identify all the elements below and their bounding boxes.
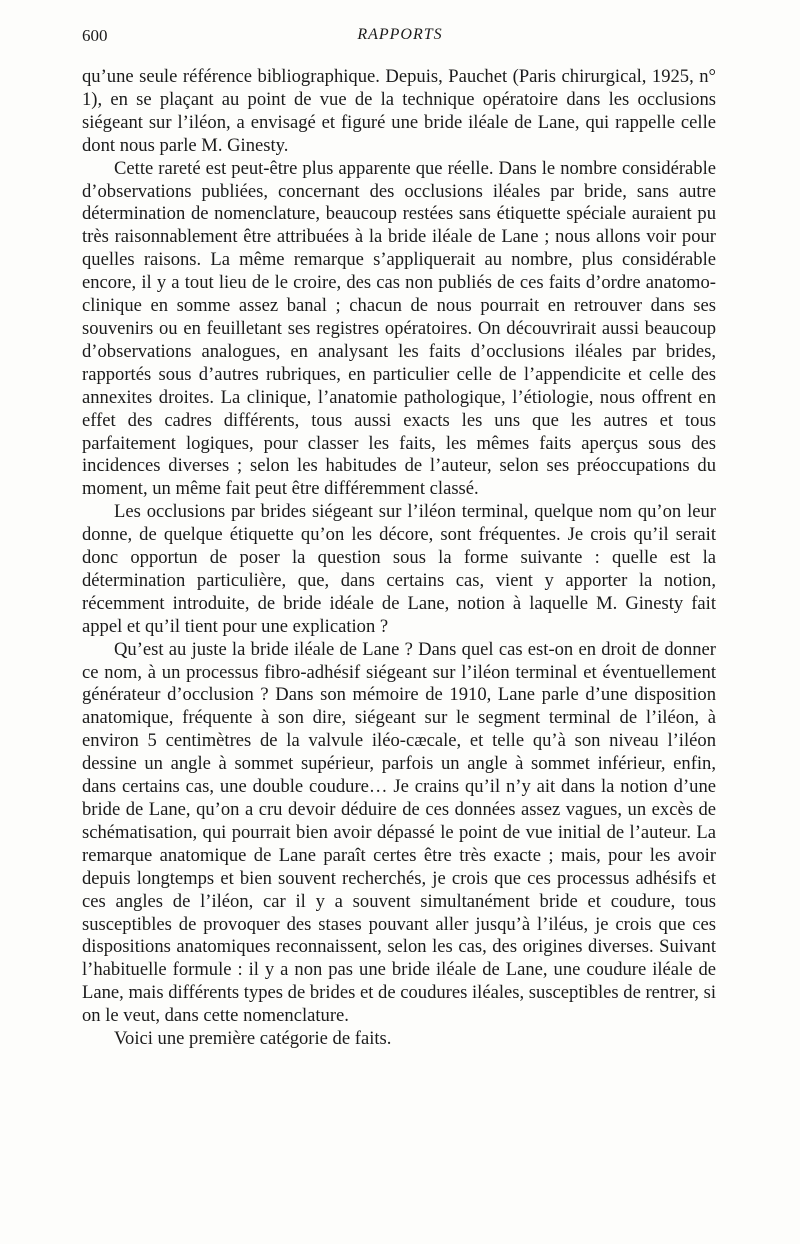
- page-header: [82, 26, 718, 48]
- paragraph-5: Voici une première catégorie de faits.: [114, 1028, 392, 1050]
- running-title: RAPPORTS: [357, 26, 443, 43]
- paragraph-1: qu’une seule référence bibliographique. Depuis, Pauchet (Paris chirurgical, 1925, n° 1), en se plaçant au point de vue de la technique opératoire dans les occlusions siégeant sur l’iléon, a envisagé et figuré une bride iléale de Lane, qui rappelle celle dont nous parle M. Ginesty.: [82, 66, 716, 156]
- paragraph-2: Cette rareté est peut-être plus apparente que réelle. Dans le nombre considérable d’observations publiées, concernant des occlusions iléales par bride, sans autre détermination de nomenclature, beaucoup restées sans étiquette spéciale auraient pu très raisonnablement être attribuées à la bride iléale de Lane ; nous allons voir pour quelles raisons. La même remarque s’appliquerait au nombre, plus considérable encore, il y a tout lieu de le croire, des cas non publiés de ces faits d’ordre anatomo-clinique en somme assez banal ; chacun de nous pourrait en retrouver dans ses souvenirs ou en feuilletant ses registres opératoires. On découvrirait aussi beaucoup d’observations analogues, en analysant les faits d’occlusions iléales par brides, rapportés sous d’autres rubriques, en particulier celle de l’appendicite et celle des annexites droites. La clinique, l’anatomie pathologique, l’étiologie, nous offrent en effet des cadres différents, tous aussi exacts les uns que les autres et tous parfaitement logiques, pour classer les faits, les mêmes faits aperçus sous des incidences diverses ; selon les habitudes de l’auteur, selon ses préoccupations du moment, un même fait peut être différemment classé.: [82, 157, 716, 500]
- paragraph-4: Qu’est au juste la bride iléale de Lane ? Dans quel cas est-on en droit de donner ce nom, à un processus fibro-adhésif siégeant sur l’iléon terminal et éventuellement générateur d’occlusion ? Dans son mémoire de 1910, Lane parle d’une disposition anatomique, fréquente à son dire, siégeant sur le segment terminal de l’iléon, à environ 5 centimètres de la valvule iléo-cæcale, et telle qu’à son niveau l’iléon dessine un angle à sommet supérieur, parfois un angle à sommet inférieur, enfin, dans certains cas, une double coudure… Je crains qu’il n’y ait dans la notion d’une bride de Lane, qu’on a cru devoir déduire de ces données assez vagues, un excès de schématisation, qui pourrait bien avoir dépassé le point de vue initial de l’auteur. La remarque anatomique de Lane paraît certes être très exacte ; mais, pour les avoir depuis longtemps et bien souvent recherchés, je crois que ces processus adhésifs et ces angles de l’iléon, car il y a souvent simultanément bride et coudure, tous susceptibles de provoquer des stases pouvant aller jusqu’à l’iléus, je crois que ces dispositions anatomiques reconnaissent, selon les cas, des origines diverses. Suivant l’habituelle formule : il y a non pas une bride iléale de Lane, une coudure iléale de Lane, mais différents types de brides et de coudures iléales, susceptibles de rentrer, si on le veut, dans cette nomenclature.: [82, 638, 716, 1027]
- page-number: 600: [82, 26, 108, 45]
- body-text: [82, 66, 716, 1051]
- paragraph-3: Les occlusions par brides siégeant sur l’iléon terminal, quelque nom qu’on leur donne, de quelque étiquette qu’on les décore, sont fréquentes. Je crois qu’il serait donc opportun de poser la question sous la forme suivante : quelle est la détermination particulière, que, dans certains cas, vient y apporter la notion, récemment introduite, de bride idéale de Lane, notion à laquelle M. Ginesty fait appel et qu’il tient pour une explication ?: [82, 501, 716, 637]
